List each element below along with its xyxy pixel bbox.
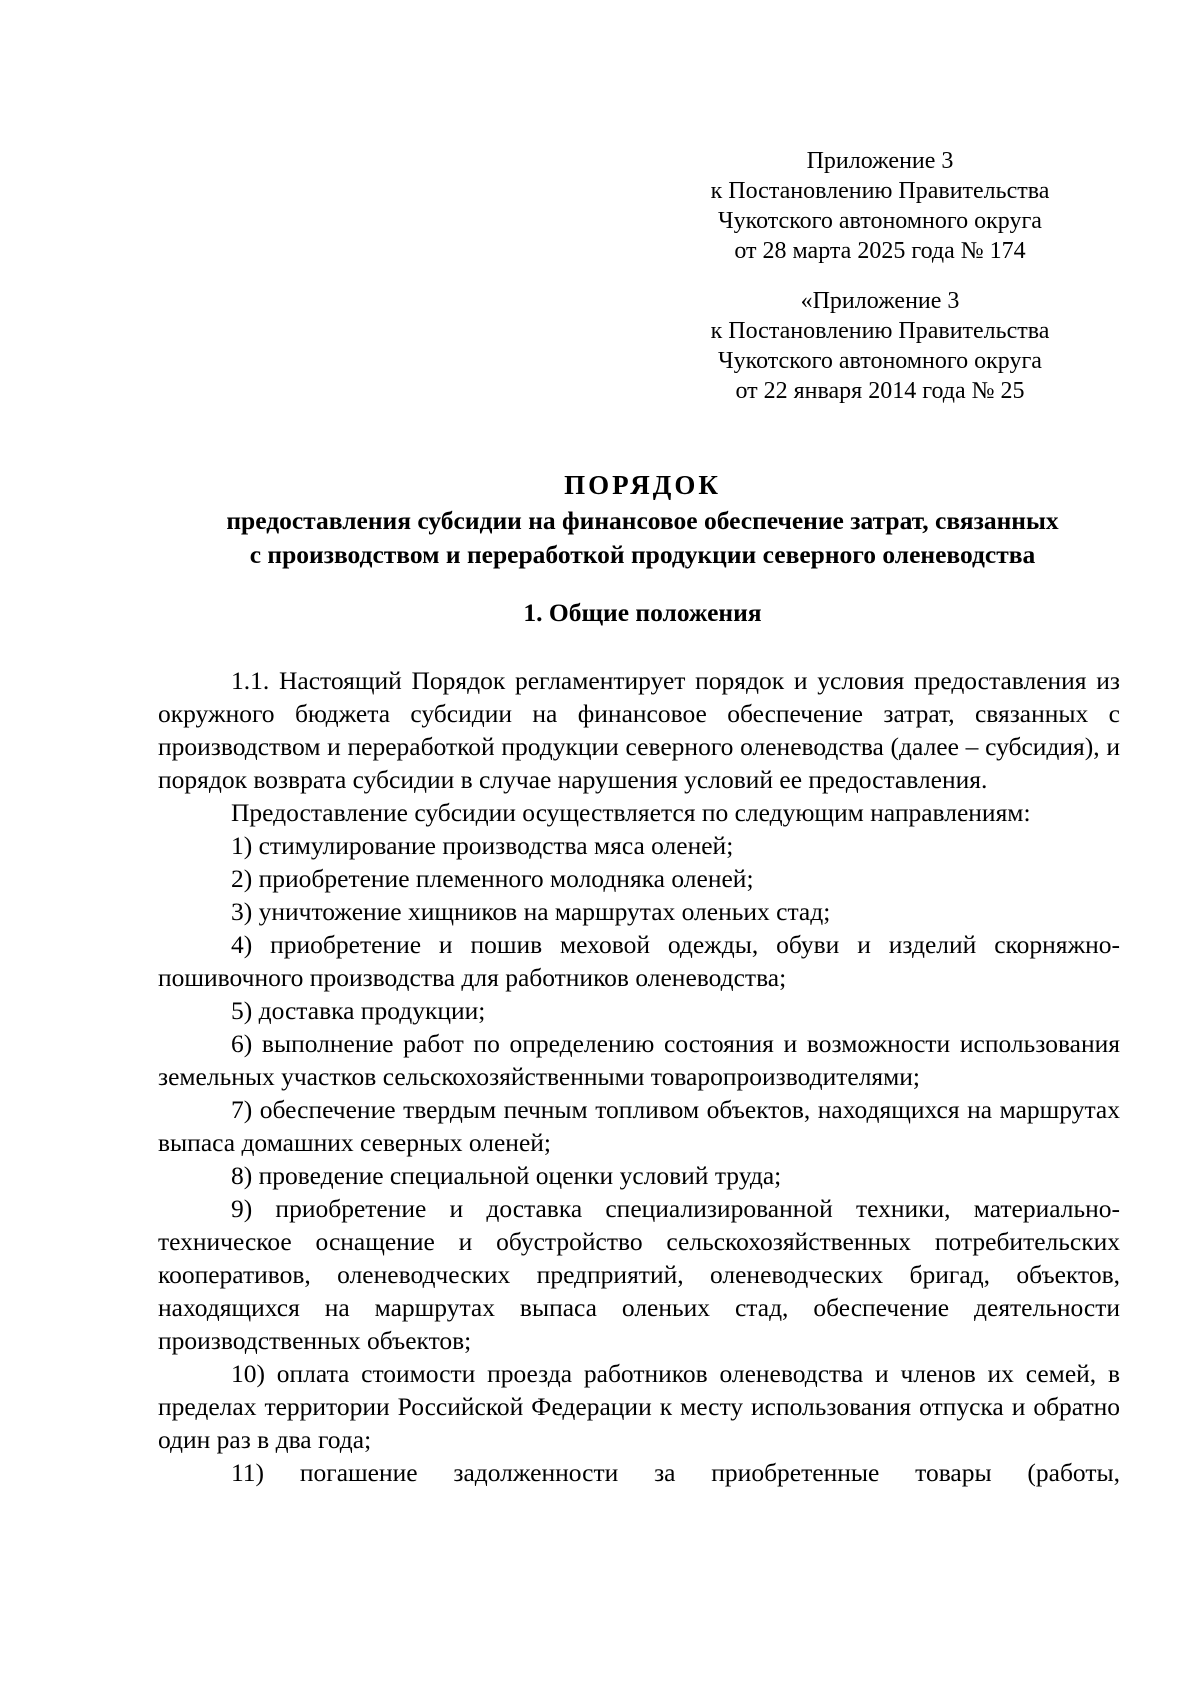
appendix-header-current: [690, 146, 1070, 266]
list-item: 11) погашение задолженности за приобретенные товары (работы,: [231, 1458, 1120, 1487]
document-title: [150, 468, 1135, 572]
list-item: 9) приобретение и доставка специализированной техники, материально-техническое оснащение и обустройство сельскохозяйственных потребительских кооперативов, оленеводческих предприятий, оленеводческих бригад, объектов, находящихся на маршрутах выпаса оленьих стад, обеспечение деятельности производственных объектов;: [158, 1194, 1120, 1355]
list-item: 4) приобретение и пошив меховой одежды, обуви и изделий скорняжно-пошивочного производства для работников оленеводства;: [158, 930, 1120, 992]
appendix-header-original: [690, 286, 1070, 406]
appendix-line: к Постановлению Правительства: [710, 178, 1050, 204]
appendix-line: Чукотского автономного округа: [718, 208, 1042, 234]
appendix-line: Приложение 3: [806, 148, 954, 174]
document-body: [158, 664, 1120, 1489]
title-subtitle-line: с производством и переработкой продукции северного оленеводства: [249, 540, 1036, 569]
appendix-line: от 22 января 2014 года № 25: [735, 378, 1025, 404]
list-item: 3) уничтожение хищников на маршрутах оленьих стад;: [231, 897, 831, 926]
paragraph: 1.1. Настоящий Порядок регламентирует порядок и условия предоставления из окружного бюджета субсидии на финансовое обеспечение затрат, связанных с производством и переработкой продукции северного оленеводства (далее – субсидия), и порядок возврата субсидии в случае нарушения условий ее предоставления.: [158, 666, 1120, 794]
list-item: 7) обеспечение твердым печным топливом объектов, находящихся на маршрутах выпаса домашних северных оленей;: [158, 1095, 1120, 1157]
list-item: 2) приобретение племенного молодняка оленей;: [231, 864, 754, 893]
appendix-line: Чукотского автономного округа: [718, 348, 1042, 374]
section-heading: 1. Общие положения: [523, 598, 762, 627]
list-item: 5) доставка продукции;: [231, 996, 486, 1025]
list-item: 6) выполнение работ по определению состояния и возможности использования земельных участков сельскохозяйственными товаропроизводителями;: [158, 1029, 1120, 1091]
appendix-line: от 28 марта 2025 года № 174: [734, 238, 1026, 264]
list-item: 8) проведение специальной оценки условий труда;: [231, 1161, 782, 1190]
appendix-line: «Приложение 3: [800, 288, 960, 314]
title-heading: ПОРЯДОК: [564, 470, 721, 500]
list-item: 10) оплата стоимости проезда работников оленеводства и членов их семей, в пределах территории Российской Федерации к месту использования отпуска и обратно один раз в два года;: [158, 1359, 1120, 1454]
list-item: 1) стимулирование производства мяса оленей;: [231, 831, 734, 860]
appendix-line: к Постановлению Правительства: [710, 318, 1050, 344]
paragraph: Предоставление субсидии осуществляется по следующим направлениям:: [231, 798, 1031, 827]
title-subtitle-line: предоставления субсидии на финансовое обеспечение затрат, связанных: [226, 506, 1059, 535]
